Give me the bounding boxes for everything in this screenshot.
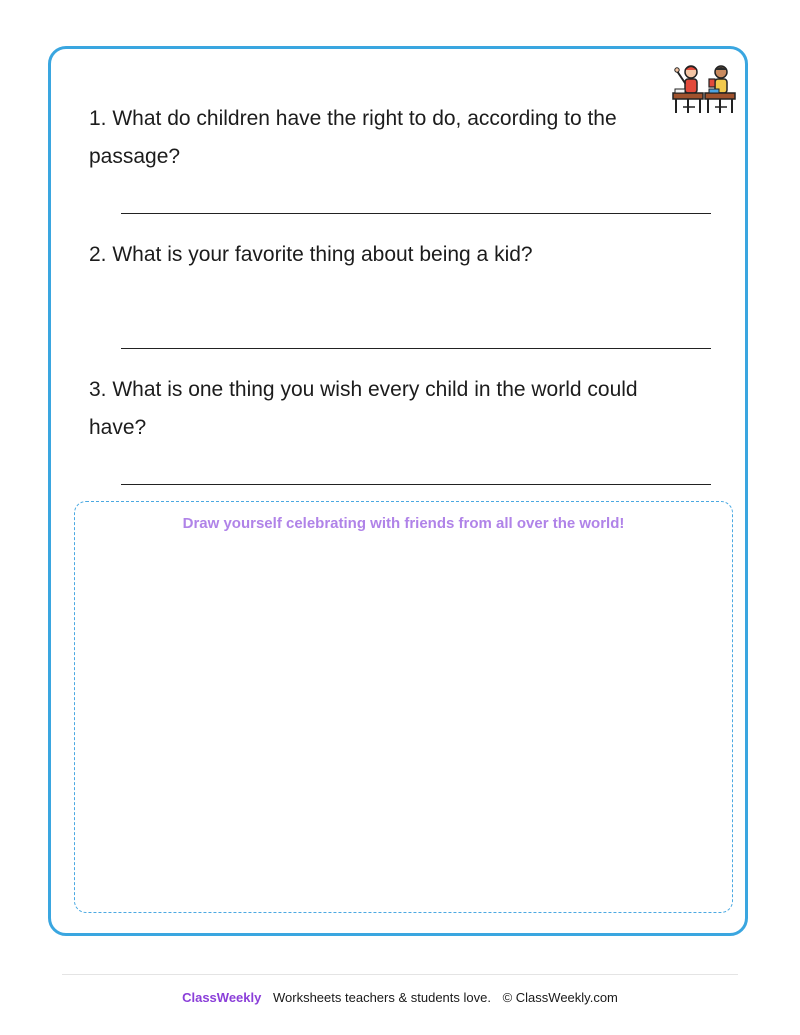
question-1: 1. What do children have the right to do, according to the passage? bbox=[89, 107, 617, 168]
worksheet-card bbox=[48, 46, 748, 936]
answer-line-3[interactable] bbox=[121, 484, 711, 485]
drawing-area[interactable] bbox=[74, 501, 733, 913]
question-3: 3. What is one thing you wish every child in the world could have? bbox=[89, 378, 638, 439]
drawing-prompt: Draw yourself celebrating with friends from all over the world! bbox=[182, 515, 625, 532]
footer-brand: ClassWeekly bbox=[182, 990, 262, 1005]
classroom-students-icon bbox=[669, 63, 737, 115]
answer-line-1[interactable] bbox=[121, 213, 711, 214]
answer-line-2[interactable] bbox=[121, 348, 711, 349]
footer-divider bbox=[62, 974, 738, 975]
question-2: 2. What is your favorite thing about being a kid? bbox=[89, 243, 533, 266]
footer bbox=[0, 990, 800, 1005]
footer-tagline: Worksheets teachers & students love. bbox=[272, 990, 491, 1005]
footer-copyright: © ClassWeekly.com bbox=[502, 990, 618, 1005]
